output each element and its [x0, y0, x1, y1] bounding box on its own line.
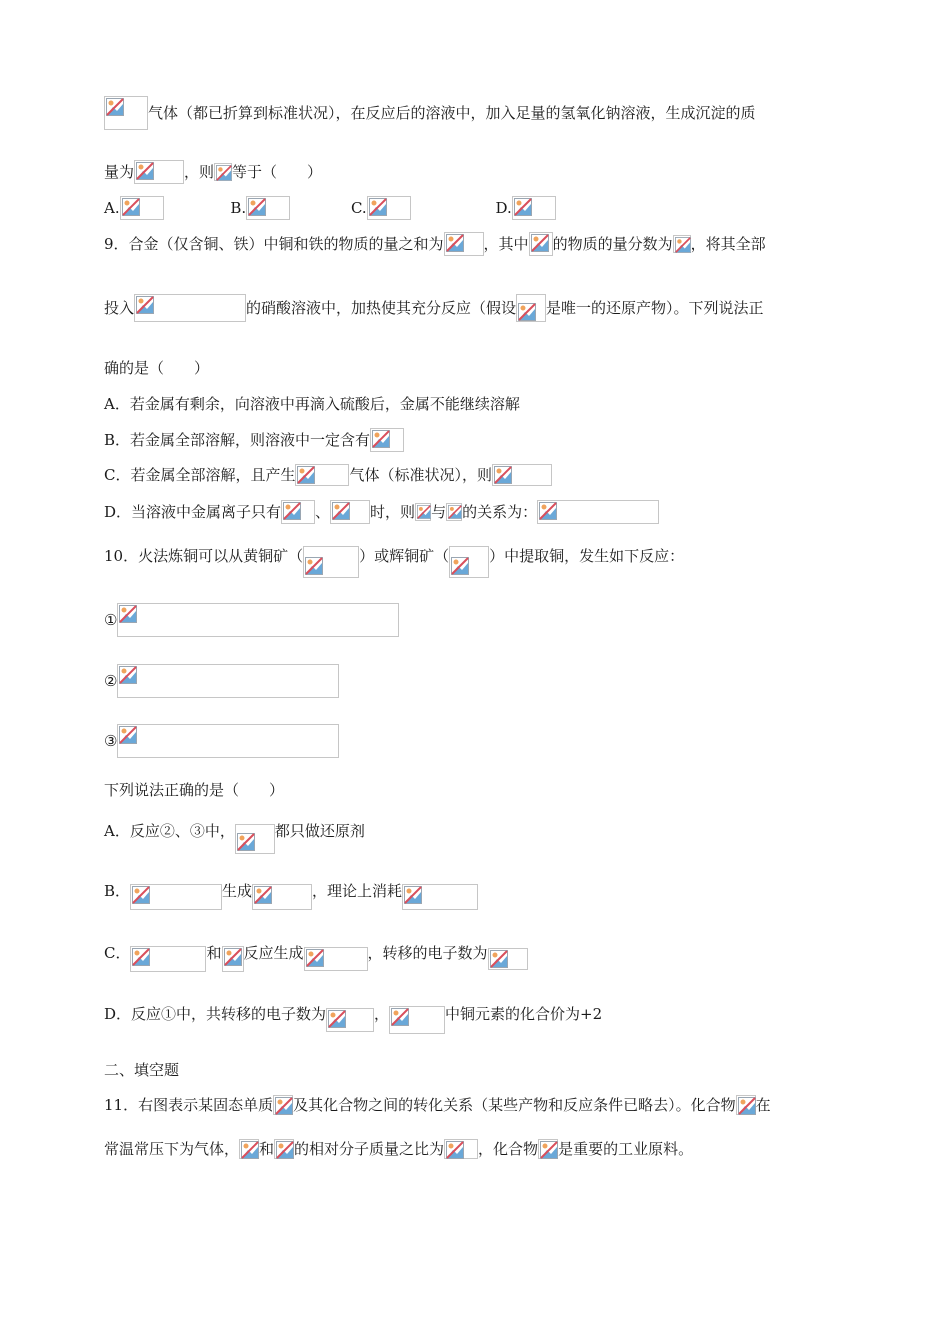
formula-image-icon	[120, 196, 164, 220]
formula-image-icon	[130, 946, 206, 972]
q10-text: D．反应①中，共转移的电子数为	[104, 1005, 327, 1023]
formula-image-icon	[537, 500, 659, 524]
reaction-marker: ②	[104, 672, 118, 690]
q10-option-b	[104, 878, 478, 904]
q10-text: ）中提取铜，发生如下反应：	[489, 547, 685, 565]
q8-line1	[104, 96, 756, 130]
q11-text: 的相对分子质量之比为	[294, 1140, 445, 1158]
formula-image-icon	[538, 1139, 558, 1159]
formula-image-icon	[274, 1139, 294, 1159]
q11-text: 和	[259, 1140, 275, 1158]
q9-text: D．当溶液中金属离子只有	[104, 503, 282, 521]
q9-text: 、	[315, 503, 331, 521]
formula-image-icon	[281, 500, 315, 524]
formula-image-icon	[402, 884, 478, 910]
q9-line2	[104, 294, 764, 322]
q11-text: 在	[755, 1096, 771, 1114]
q8-options	[104, 196, 556, 220]
formula-image-icon	[736, 1095, 756, 1115]
reaction-1	[104, 603, 399, 637]
q10-text: C．	[104, 944, 131, 962]
q9-option-a: A．若金属有剩余，向溶液中再滴入硫酸后，金属不能继续溶解	[104, 395, 520, 413]
formula-image-icon	[134, 294, 246, 322]
q10-text: ）或辉铜矿（	[359, 547, 450, 565]
formula-image-icon	[673, 235, 691, 253]
q9-text: 时，则	[370, 503, 416, 521]
formula-image-icon	[326, 1008, 374, 1032]
reaction-3	[104, 724, 339, 758]
reaction-marker: ③	[104, 732, 118, 750]
formula-image-icon	[444, 232, 484, 256]
formula-image-icon	[295, 464, 349, 486]
q9-text: 气体（标准状况），则	[349, 466, 492, 484]
formula-image-icon	[117, 664, 339, 698]
q8-line2	[104, 160, 322, 184]
q10-text: 都只做还原剂	[274, 822, 365, 840]
formula-image-icon	[389, 1006, 445, 1034]
q11-text: 11．右图表示某固态单质	[104, 1096, 274, 1114]
formula-image-icon	[304, 947, 368, 971]
q10-option-d	[104, 1000, 602, 1028]
q9-text: B．若金属全部溶解，则溶液中一定含有	[104, 431, 371, 449]
q9-line1	[104, 232, 766, 256]
option-label: B.	[230, 199, 247, 217]
q9-text: C．若金属全部溶解，且产生	[104, 466, 296, 484]
q11-text: 常温常压下为气体，	[104, 1140, 240, 1158]
formula-image-icon	[117, 603, 399, 637]
q9-text: ，其中	[483, 235, 529, 253]
q11-line2	[104, 1138, 693, 1159]
formula-image-icon	[117, 724, 339, 758]
q10-text: 反应生成	[243, 944, 304, 962]
q10-option-c	[104, 940, 528, 966]
q9-text: ，将其全部	[690, 235, 766, 253]
q10-text: ，理论上消耗	[312, 882, 403, 900]
q11-line1	[104, 1094, 771, 1115]
formula-image-icon	[235, 824, 275, 854]
q10-text: ，	[374, 1005, 390, 1023]
q9-line3: 确的是（ ）	[104, 359, 210, 377]
formula-image-icon	[273, 1095, 293, 1115]
formula-image-icon	[303, 546, 359, 578]
q11-text: 及其化合物之间的转化关系（某些产物和反应条件已略去）。化合物	[293, 1096, 736, 1114]
q9-option-d	[104, 500, 659, 524]
formula-image-icon	[214, 163, 232, 181]
formula-image-icon	[239, 1139, 259, 1159]
option-label: D.	[495, 199, 512, 217]
formula-image-icon	[488, 948, 528, 970]
q10-text: A．反应②、③中，	[104, 822, 235, 840]
q10-text: 生成	[222, 882, 253, 900]
formula-image-icon	[246, 196, 290, 220]
q11-text: ，化合物	[478, 1140, 539, 1158]
reaction-marker: ①	[104, 611, 118, 629]
formula-image-icon	[134, 160, 184, 184]
section-heading: 二、填空题	[104, 1061, 180, 1079]
formula-image-icon	[330, 500, 370, 524]
formula-image-icon	[367, 196, 411, 220]
q8-text: ，则	[184, 163, 215, 181]
q9-text: 是唯一的还原产物）。下列说法正	[546, 299, 764, 317]
q11-text: 是重要的工业原料。	[558, 1140, 694, 1158]
option-label: C.	[350, 199, 367, 217]
q9-text: 的硝酸溶液中，加热使其充分反应（假设	[246, 299, 517, 317]
formula-image-icon	[444, 1139, 478, 1159]
q10-text: 中铜元素的化合价为+2	[445, 1005, 603, 1023]
formula-image-icon	[370, 428, 404, 452]
formula-image-icon	[130, 884, 222, 910]
formula-image-icon	[492, 464, 552, 486]
reaction-2	[104, 664, 339, 698]
option-label: A.	[104, 199, 120, 217]
q10-text: ，转移的电子数为	[367, 944, 488, 962]
q10-option-a	[104, 816, 365, 846]
q10-text: 10．火法炼铜可以从黄铜矿（	[104, 547, 304, 565]
formula-image-icon	[104, 96, 148, 130]
formula-image-icon	[252, 884, 312, 910]
q10-ask: 下列说法正确的是（ ）	[104, 781, 285, 799]
q9-option-b	[104, 428, 404, 452]
q10-text: 和	[206, 944, 222, 962]
formula-image-icon	[516, 294, 546, 322]
q9-text: 的物质的量分数为	[552, 235, 673, 253]
q8-text: 量为	[104, 163, 135, 181]
formula-image-icon	[449, 546, 489, 578]
formula-image-icon	[222, 946, 244, 972]
q8-text: 气体（都已折算到标准状况），在反应后的溶液中，加入足量的氢氧化钠溶液，生成沉淀的质	[148, 104, 756, 122]
q9-option-c	[104, 464, 552, 486]
q9-text: 9．合金（仅含铜、铁）中铜和铁的物质的量之和为	[104, 235, 444, 253]
q10-text: B．	[104, 882, 131, 900]
q8-text: 等于（ ）	[232, 163, 323, 181]
formula-image-icon	[529, 232, 553, 256]
q9-text: 与	[431, 503, 447, 521]
formula-image-icon	[415, 503, 431, 521]
q9-text: 的关系为：	[462, 503, 538, 521]
formula-image-icon	[512, 196, 556, 220]
q10-line1	[104, 540, 684, 572]
formula-image-icon	[446, 503, 462, 521]
q9-text: 投入	[104, 299, 135, 317]
